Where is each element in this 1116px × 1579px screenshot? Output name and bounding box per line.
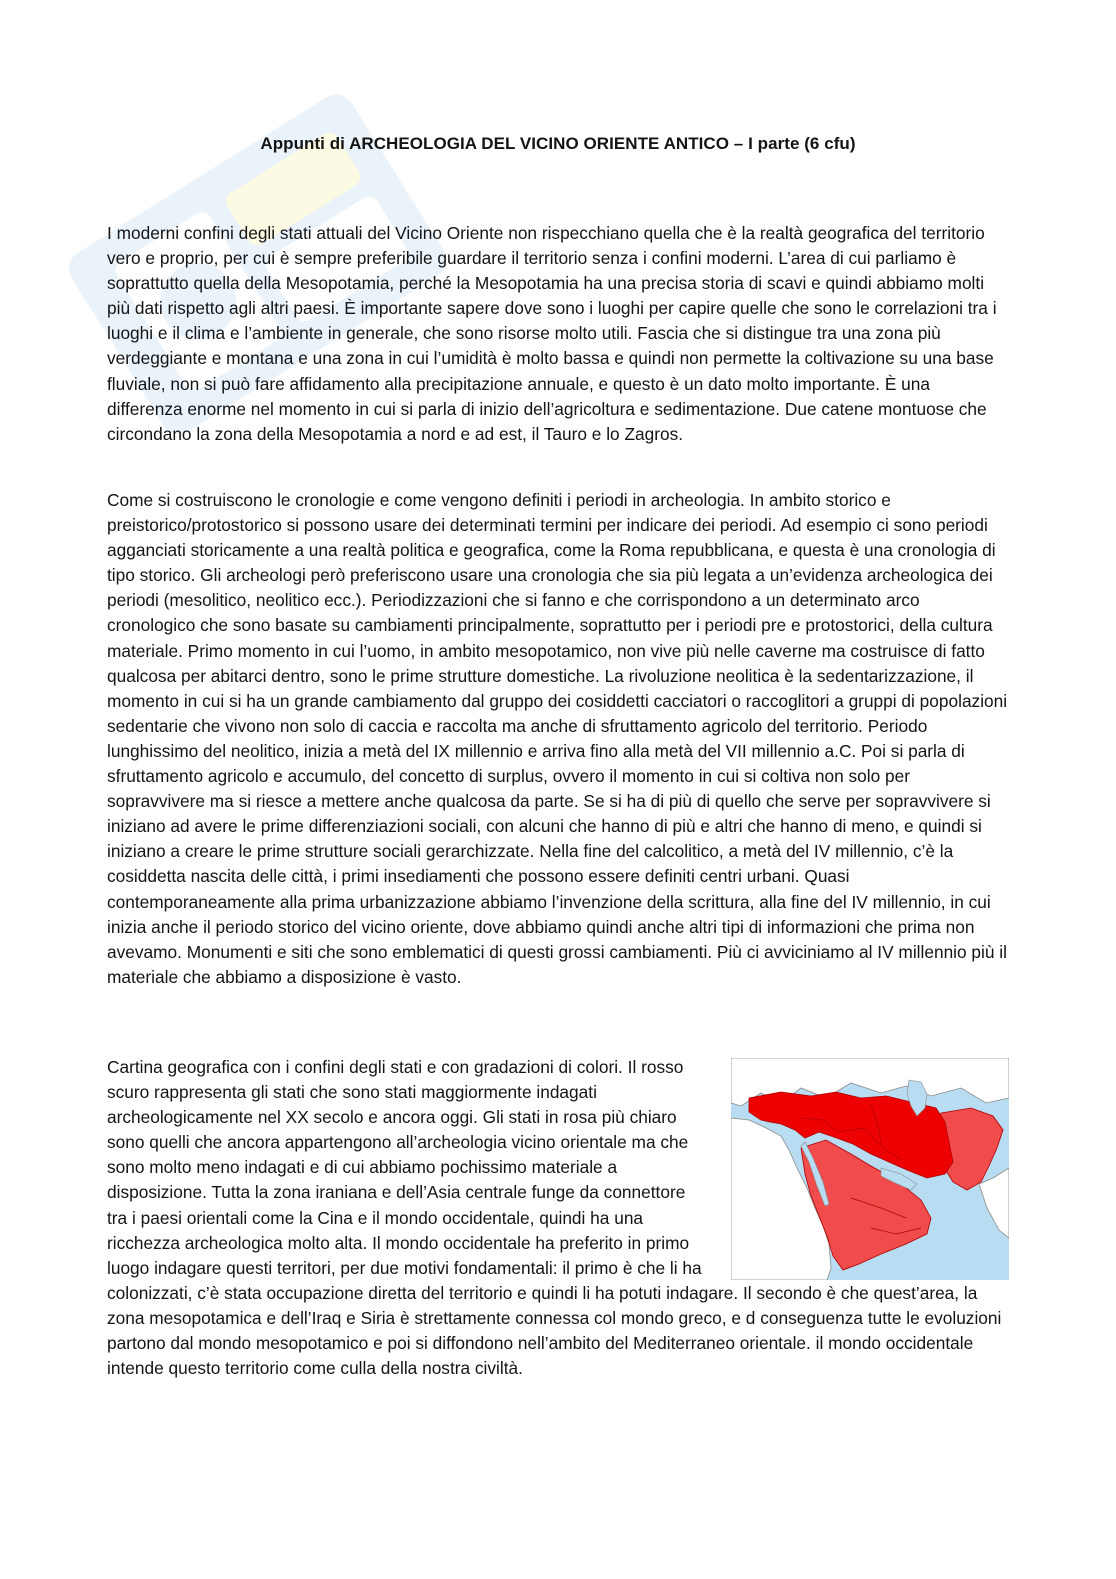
- paragraph-geography: I moderni confini degli stati attuali del Vicino Oriente non rispecchiano quella che è la realtà geografica del territorio vero e proprio, per cui è sempre preferibile guardare il territorio senza i confini moderni. L’area di cui parliamo è soprattutto quella della Mesopotamia, perché la Mesopotamia ha una precisa storia di scavi e quindi abbiamo molti più dati rispetto agli altri paesi. È importante sapere dove sono i luoghi per capire quelle che sono le correlazioni tra i luoghi e il clima e l’ambiente in generale, che sono risorse molto utili. Fascia che si distingue tra una zona più verdeggiante e montana e una zona in cui l’umidità è molto bassa e quindi non permette la coltivazione su una base fluviale, non si può fare affidamento alla precipitazione annuale, e questo è un dato molto importante. È una differenza enorme nel momento in cui si parla di inizio dell’agricoltura e sedimentazione. Due catene montuose che circondano la zona della Mesopotamia a nord e ad est, il Tauro e lo Zagros.: [107, 223, 997, 444]
- paragraph-map-text: Cartina geografica con i confini degli stati e con gradazioni di colori. Il rosso scuro rappresenta gli stati che sono stati maggiormente indagati archeologicamente nel XX secolo e ancora oggi. Gli stati in rosa più chiaro sono quelli che ancora appartengono all’archeologia vicino orientale ma che sono molto meno indagati e di cui abbiamo pochissimo materiale a disposizione. Tutta la zona iraniana e dell’Asia centrale funge da connettore tra i paesi orientali come la Cina e il mondo occidentale, quindi ha una ricchezza archeologica molto alta. Il mondo occidentale ha preferito in primo luogo indagare questi territori, per due motivi fondamentali: il primo è che li ha colonizzati, c’è stata occupazione diretta del territorio e quindi li ha potuti indagare. Il secondo è che quest’area, la zona mesopotamica e dell’Iraq e Siria è strettamente connessa col mondo greco, e d conseguenza tutte le evoluzioni partono dal mondo mesopotamico e poi si diffondono nell’ambito del Mediterraneo orientale. il mondo occidentale intende questo territorio come culla della nostra civiltà.: [107, 1057, 1002, 1379]
- paragraph-map-section: [107, 1055, 1009, 1381]
- document-title: Appunti di ARCHEOLOGIA DEL VICINO ORIENTE ANTICO – I parte (6 cfu): [260, 134, 856, 153]
- paragraph-chronology: Come si costruiscono le cronologie e come vengono definiti i periodi in archeologia. In ambito storico e preistorico/protostorico si possono usare dei determinati termini per indicare dei periodi. Ad esempio ci sono periodi agganciati storicamente a una realtà politica e geografica, come la Roma repubblicana, e questa è una cronologia di tipo storico. Gli archeologi però preferiscono usare una cronologia che sia più legata a un’evidenza archeologica dei periodi (mesolitico, neolitico ecc.). Periodizzazioni che si fanno e che corrispondono a un determinato arco cronologico che sono basate su cambiamenti principalmente, soprattutto per i periodi pre e protostorici, della cultura materiale. Primo momento in cui l’uomo, in ambito mesopotamico, non vive più nelle caverne ma costruisce di fatto qualcosa per abitarci dentro, sono le prime strutture domestiche. La rivoluzione neolitica è la sedentarizzazione, il momento in cui si ha un grande cambiamento dal gruppo dei cosiddetti cacciatori o raccoglitori a gruppi di popolazioni sedentarie che vivono non solo di caccia e raccolta ma anche di sfruttamento agricolo del territorio. Periodo lunghissimo del neolitico, inizia a metà del IX millennio e arriva fino alla metà del VII millennio a.C. Poi si parla di sfruttamento agricolo e accumulo, del concetto di surplus, ovvero il momento in cui si coltiva non solo per sopravvivere ma si riesce a mettere anche qualcosa da parte. Se si ha di più di quello che serve per sopravvivere si iniziano ad avere le prime differenziazioni sociali, con alcuni che hanno di più e altri che hanno di meno, e quindi si iniziano a creare le prime strutture sociali gerarchizzate. Nella fine del calcolitico, a metà del IV millennio, c’è la cosiddetta nascita delle città, i primi insediamenti che possono essere definiti centri urbani. Quasi contemporaneamente alla prima urbanizzazione abbiamo l’invenzione della scrittura, alla fine del IV millennio, in cui inizia anche il periodo storico del vicino oriente, dove abbiamo quindi anche altri tipi di informazioni che prima non avevamo. Monumenti e siti che sono emblematici di questi grossi cambiamenti. Più ci avviciniamo al IV millennio più il materiale che abbiamo a disposizione è vasto.: [107, 490, 1008, 987]
- near-east-map: [731, 1058, 1009, 1280]
